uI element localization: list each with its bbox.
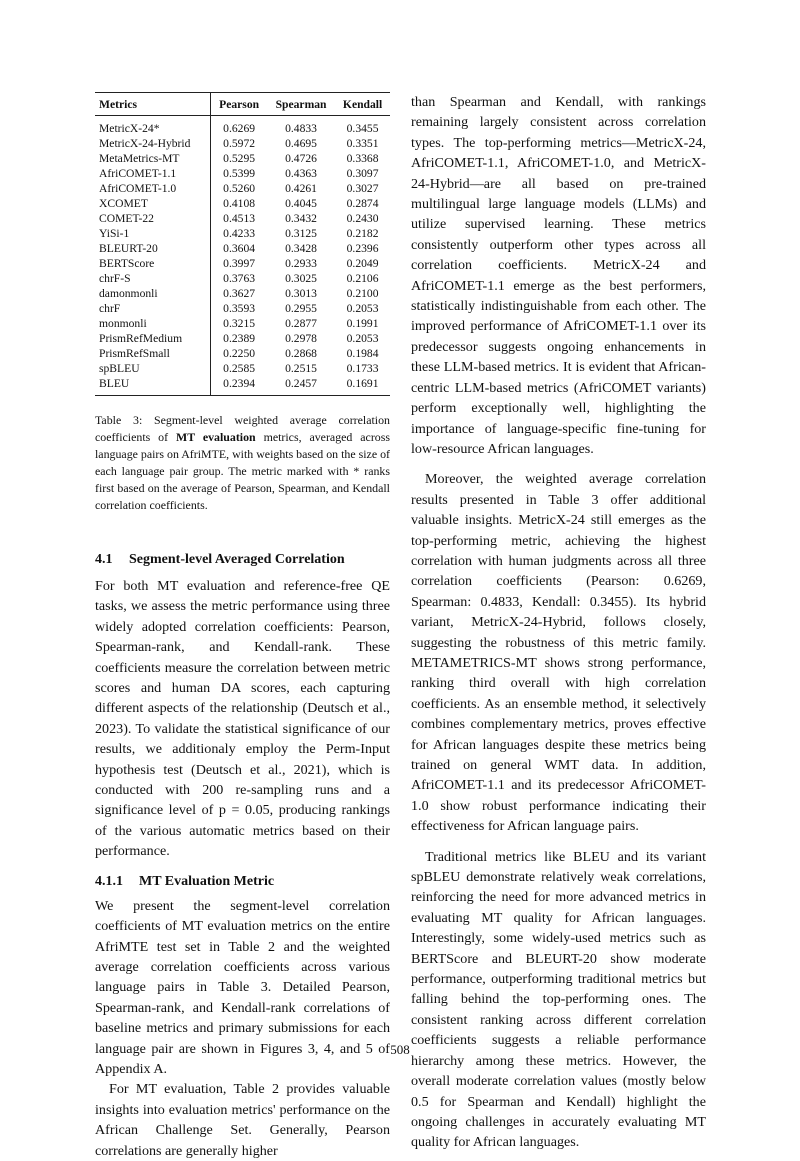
table-row — [95, 286, 390, 301]
pearson-value: 0.5399 — [223, 167, 256, 180]
table-row — [95, 316, 390, 331]
table-row — [95, 136, 390, 151]
left-column — [95, 92, 390, 1161]
metric-name: MetaMetrics-MT — [95, 151, 211, 166]
spearman-value: 0.4363 — [285, 167, 317, 180]
kendall-value: 0.2053 — [346, 302, 379, 315]
spearman-value: 0.2877 — [285, 317, 317, 330]
page-number: 508 — [390, 1042, 410, 1057]
pearson-value: 0.4513 — [223, 212, 256, 225]
right-column — [411, 92, 706, 1153]
pearson-value: 0.3627 — [223, 287, 256, 300]
results-table — [95, 92, 390, 396]
subsection-heading — [95, 872, 390, 892]
pearson-value: 0.6269 — [223, 122, 256, 135]
pearson-value: 0.3997 — [223, 257, 256, 270]
table-row — [95, 196, 390, 211]
subsection-paragraph-2: For MT evaluation, Table 2 provides valuable insights into evaluation metrics' performance on the African Challenge Set. Generally, Pearson correlations are generally higher — [95, 1081, 390, 1159]
table-row — [95, 226, 390, 241]
metric-name: chrF-S — [95, 271, 211, 286]
section-number: 4.1 — [95, 552, 113, 567]
right-paragraph-3: Traditional metrics like BLEU and its variant spBLEU demonstrate relatively weak correlations, reinforcing the need for more advanced metrics in evaluating MT quality for African languages. Interestingly, some widely-used metrics such as BERTScore and BLEURT-20 show moderate performance, outperforming traditional metrics but falling behind the top-performing ones. The consistent ranking across different correlation coefficients suggests a reliable performance hierarchy among these metrics. However, the overall moderate correlation values (mostly below 0.5 for Spearman and Kendall) highlight the ongoing challenges in accurately evaluating MT quality for African languages. — [411, 848, 706, 1151]
table-row — [95, 166, 390, 181]
pearson-value: 0.2394 — [211, 376, 267, 396]
caption-suffix: metrics, averaged across language pairs on AfriMTE, with weights based on the size of each language pair group. The metric marked with * ranks first based on the average of Pearson, Spearman, and Kendall correlation coefficients. — [95, 430, 390, 512]
caption-bold: MT evaluation — [175, 430, 256, 444]
kendall-value: 0.2874 — [346, 197, 379, 210]
metric-name: BLEURT-20 — [95, 241, 211, 256]
kendall-value: 0.1691 — [335, 376, 390, 396]
table-row — [95, 271, 390, 286]
metric-name: AfriCOMET-1.0 — [95, 181, 211, 196]
metric-name: BLEU — [95, 376, 211, 396]
pearson-value: 0.2250 — [223, 347, 256, 360]
spearman-value: 0.3428 — [285, 242, 317, 255]
metric-name: spBLEU — [95, 361, 211, 376]
pearson-value: 0.2389 — [223, 332, 256, 345]
metric-name: XCOMET — [95, 196, 211, 211]
spearman-value: 0.2868 — [285, 347, 317, 360]
spearman-value: 0.3013 — [285, 287, 317, 300]
kendall-value: 0.2100 — [346, 287, 379, 300]
metric-name: BERTScore — [95, 256, 211, 271]
table-header-row — [95, 93, 390, 116]
table-row — [95, 241, 390, 256]
spearman-value: 0.2955 — [285, 302, 317, 315]
pearson-value: 0.3763 — [223, 272, 256, 285]
pearson-value: 0.3215 — [223, 317, 256, 330]
pearson-value: 0.4233 — [223, 227, 256, 240]
section-paragraph: For both MT evaluation and reference-free QE tasks, we assess the metric performance using three widely adopted correlation coefficients: Pearson, Spearman-rank, and Kendall-rank. These coefficients measure the correlation between metric scores and human DA scores, each capturing different aspects of the relationship (Deutsch et al., 2023). To validate the statistical significance of our results, we additionaly employ the Perm-Input hypothesis test (Deutsch et al., 2021), which is conducted with 200 re-sampling runs and a significance level of p = 0.05, producing rankings of the various automatic metrics based on their performance. — [95, 578, 390, 860]
spearman-value: 0.4726 — [285, 152, 317, 165]
kendall-value: 0.3368 — [346, 152, 379, 165]
pearson-value: 0.3593 — [223, 302, 256, 315]
col-header-kendall: Kendall — [335, 93, 390, 116]
kendall-value: 0.2053 — [346, 332, 379, 345]
col-header-metrics: Metrics — [95, 93, 211, 116]
metric-name: YiSi-1 — [95, 226, 211, 241]
kendall-value: 0.2430 — [346, 212, 379, 225]
table-row — [95, 301, 390, 316]
kendall-value: 0.1984 — [346, 347, 379, 360]
spearman-value: 0.3125 — [285, 227, 317, 240]
spearman-value: 0.2978 — [285, 332, 317, 345]
subsection-title: MT Evaluation Metric — [139, 873, 275, 889]
metric-name: PrismRefSmall — [95, 346, 211, 361]
kendall-value: 0.2396 — [346, 242, 379, 255]
table-caption — [95, 412, 390, 514]
kendall-value: 0.3097 — [346, 167, 379, 180]
table-row — [95, 211, 390, 226]
pearson-value: 0.3604 — [223, 242, 256, 255]
col-header-pearson: Pearson — [211, 93, 267, 116]
metric-name: AfriCOMET-1.1 — [95, 166, 211, 181]
section-heading — [95, 550, 390, 570]
kendall-value: 0.2106 — [346, 272, 379, 285]
table-row — [95, 256, 390, 271]
pearson-value: 0.4108 — [223, 197, 256, 210]
kendall-value: 0.2049 — [346, 257, 379, 270]
table-row — [95, 181, 390, 196]
spearman-value: 0.2457 — [267, 376, 335, 396]
kendall-value: 0.3027 — [346, 182, 379, 195]
metric-name: COMET-22 — [95, 211, 211, 226]
table-body — [95, 116, 390, 396]
spearman-value: 0.4833 — [285, 122, 317, 135]
table-row — [95, 116, 390, 137]
kendall-value: 0.2182 — [346, 227, 379, 240]
metric-name: MetricX-24-Hybrid — [95, 136, 211, 151]
spearman-value: 0.2933 — [285, 257, 317, 270]
col-header-spearman: Spearman — [267, 93, 335, 116]
metric-name: damonmonli — [95, 286, 211, 301]
section-title: Segment-level Averaged Correlation — [129, 552, 345, 567]
subsection-number: 4.1.1 — [95, 873, 123, 889]
kendall-value: 0.1733 — [346, 362, 379, 375]
spearman-value: 0.4695 — [285, 137, 317, 150]
right-paragraph-1: than Spearman and Kendall, with rankings remaining largely consistent across correlation types. The top-performing metrics—MetricX-24, AfriCOMET-1.1, AfriCOMET-1.0, and MetricX-24-Hybrid—are all based on pre-trained multilingual large language models (LLMs) and utilize supervised learning. These metrics consistently outperform other types across all correlation coefficients. MetricX-24 and AfriCOMET-1.1 emerge as the best performers, statistically indistinguishable from each other. The improved performance of AfriCOMET-1.1 over its predecessor suggests ongoing enhancements in these LLM-based metrics. It is evident that African-centric LLM-based metrics (AfriCOMET variants) perform exceptionally well, highlighting the importance of language-specific fine-tuning for low-resource African languages. — [411, 94, 706, 457]
pearson-value: 0.2585 — [223, 362, 256, 375]
pearson-value: 0.5972 — [223, 137, 256, 150]
metric-name: MetricX-24* — [95, 116, 211, 137]
kendall-value: 0.1991 — [346, 317, 379, 330]
spearman-value: 0.3025 — [285, 272, 317, 285]
metric-name: monmonli — [95, 316, 211, 331]
metric-name: chrF — [95, 301, 211, 316]
pearson-value: 0.5295 — [223, 152, 256, 165]
table-row — [95, 151, 390, 166]
pearson-value: 0.5260 — [223, 182, 256, 195]
right-paragraph-2: Moreover, the weighted average correlation results presented in Table 3 offer additional valuable insights. MetricX-24 still emerges as the top-performing metric, achieving the highest correlation with human judgments across all three correlation coefficients (Pearson: 0.6269, Spearman: 0.4833, Kendall: 0.3455). Its hybrid variant, MetricX-24-Hybrid, follows closely, suggesting the robustness of this metric family. METAMETRICS-MT shows strong performance, ranking third overall with high correlation coefficients. As an ensemble method, it selectively combines complementary metrics, proves effective for African languages despite these metrics being trained on general WMT data. In addition, AfriCOMET-1.1 and its predecessor AfriCOMET-1.0 show robust performance indicating their effectiveness for African language pairs. — [411, 471, 706, 835]
metric-name: PrismRefMedium — [95, 331, 211, 346]
spearman-value: 0.3432 — [285, 212, 317, 225]
table-row — [95, 331, 390, 346]
kendall-value: 0.3455 — [346, 122, 379, 135]
table-row — [95, 346, 390, 361]
spearman-value: 0.4045 — [285, 197, 317, 210]
spearman-value: 0.2515 — [285, 362, 317, 375]
spearman-value: 0.4261 — [285, 182, 317, 195]
table-row — [95, 361, 390, 376]
caption-prefix: Table 3: Segment-level weighted average correlation coefficients of — [95, 413, 390, 444]
subsection-paragraph-1: We present the segment-level correlation coefficients of MT evaluation metrics on the entire AfriMTE test set in Table 2 and the weighted average correlation coefficients across various language pairs in Table 3. Detailed Pearson, Spearman-rank, and Kendall-rank correlations of baseline metrics and primary submissions for each language pair are shown in Figures 3, 4, and 5 of Appendix A. — [95, 897, 390, 1077]
kendall-value: 0.3351 — [346, 137, 379, 150]
table-row — [95, 376, 390, 396]
